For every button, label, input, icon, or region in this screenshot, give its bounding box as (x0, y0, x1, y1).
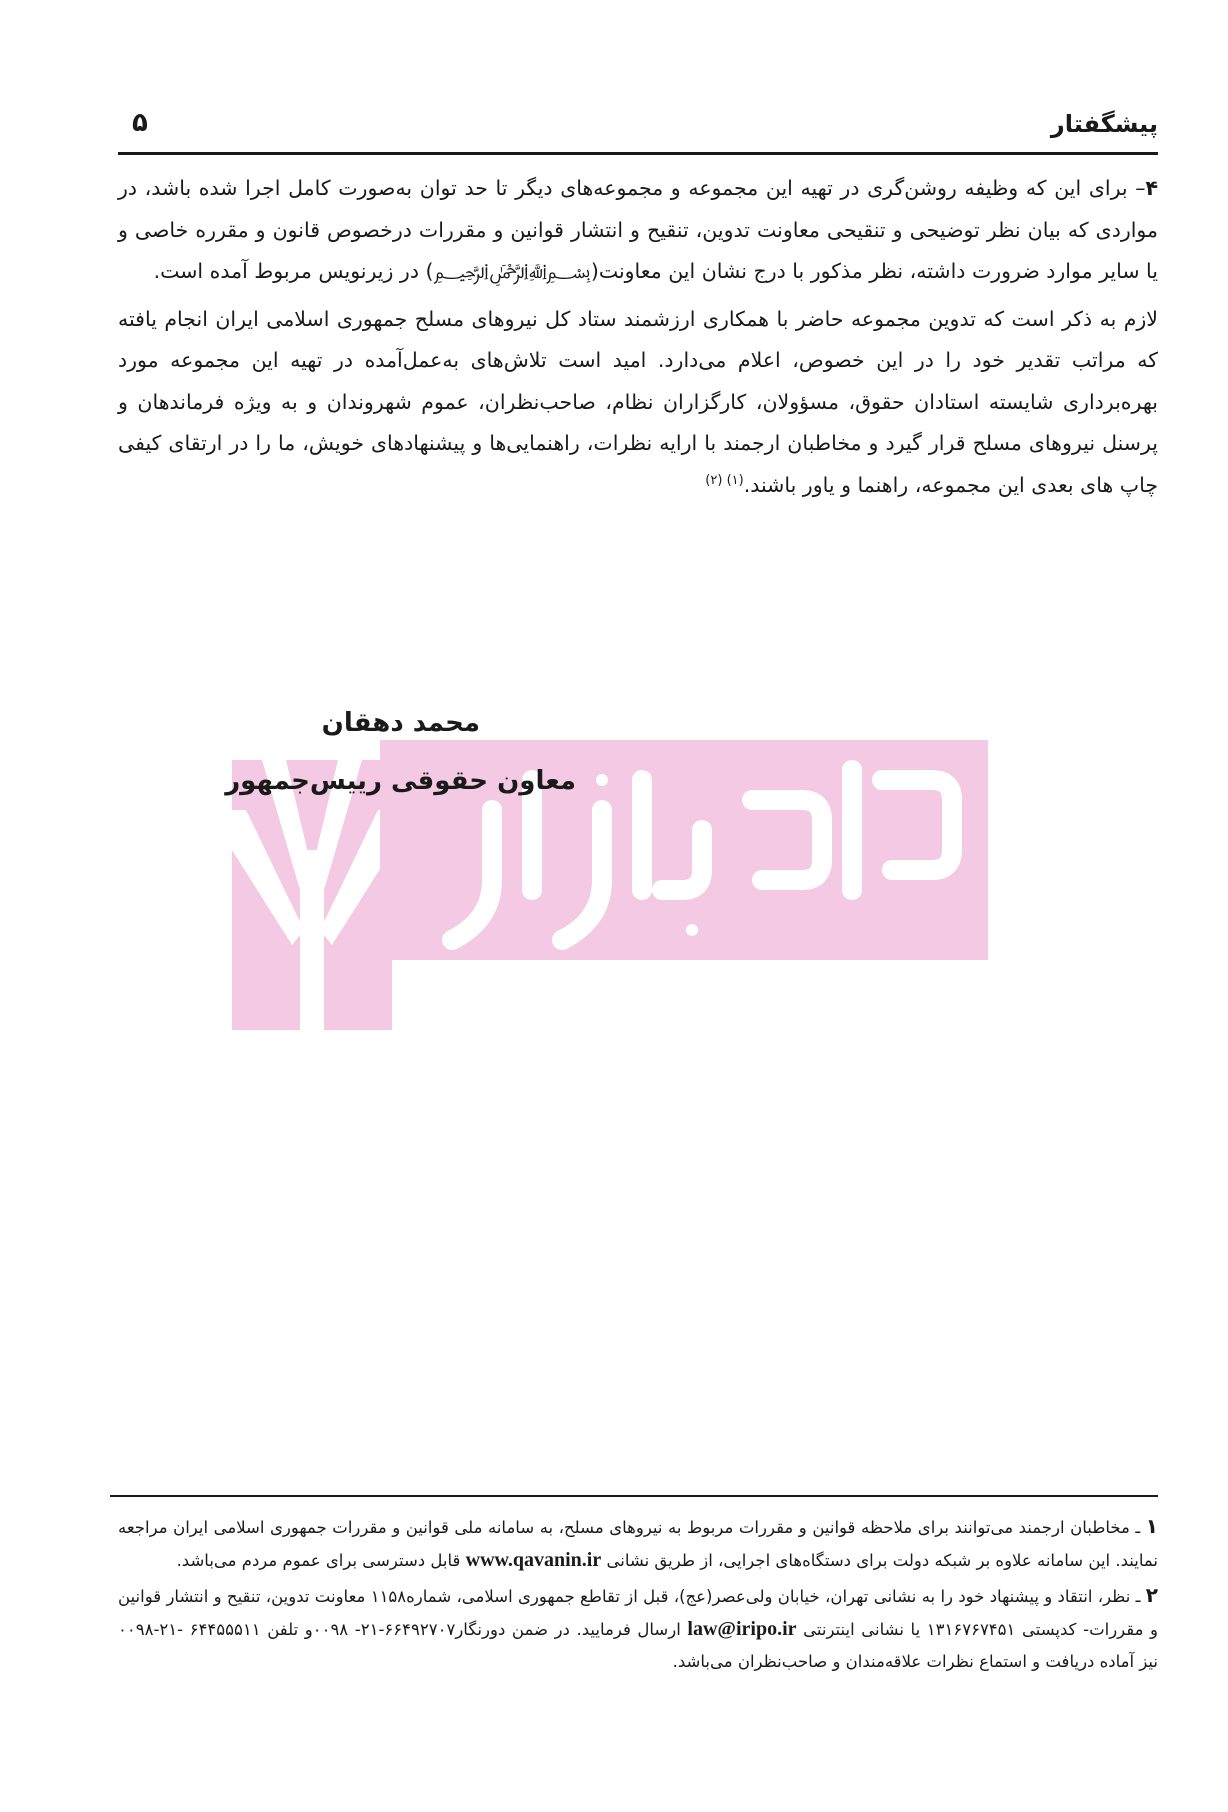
page-number: ۵ (132, 108, 148, 138)
paragraph-acknowledgement (118, 299, 1158, 507)
paragraph-4-text: – برای این که وظیفه روشن‌گری در تهیه این مجموعه و مجموعه‌های دیگر تا حد توان به‌صورت کامل اجرا شده باشد، در مواردی که بیان نظر توضیحی و تنقیحی معاونت تدوین، تنقیح و انتشار قوانین و مقررات درخصوص قانون و مقرره خاصی و یا سایر موارد ضرورت داشته، نظر مذکور با درج نشان این معاونت(﷽) در زیرنویس مربوط آمده است. (118, 176, 1158, 283)
footnote-number: ۱ (1145, 1514, 1158, 1538)
body-text (118, 168, 1158, 512)
paragraph-acknowledgement-text: لازم به ذکر است که تدوین مجموعه حاضر با همکاری ارزشمند ستاد کل نیروهای مسلح جمهوری اسلامی ایران انجام یافته که مراتب تقدیر خود را در این خصوص، اعلام می‌دارد. امید است تلاش‌های به‌عمل‌آمده در تهیه این مجموعه مورد بهره‌برداری شایسته استادان حقوق، مسؤولان، کارگزاران نظام، صاحب‌نظران، عموم شهروندان و به ویژه فرماندهان و پرسنل نیروهای مسلح قرار گیرد و مخاطبان ارجمند با ارایه نظرات، راهنمایی‌ها و پیشنهادهای خویش، ما را در ارتقای کیفی چاپ های بعدی این مجموعه، راهنما و یاور باشند. (118, 306, 1158, 497)
signatory-role: معاون حقوقی رییس‌جمهور (225, 766, 576, 796)
paragraph-4 (118, 168, 1158, 293)
paragraph-number: ۴ (1145, 176, 1158, 200)
footnote-1 (118, 1510, 1158, 1577)
footnote-text: قابل دسترسی برای عموم مردم می‌باشد. (176, 1551, 466, 1570)
footnote-number: ۲ (1145, 1583, 1158, 1607)
footnotes (118, 1510, 1158, 1680)
footnote-2 (118, 1579, 1158, 1678)
footnote-text: ارسال فرمایید. در ضمن دورنگار۶۶۴۹۲۷۰۷-۲۱- ۰۰۹۸و تلفن ۶۴۴۵۵۵۱۱ -۲۱-۰۰۹۸ نیز آماده دریافت و استماع نظرات علاقه‌مندان و صاحب‌نظران می‌باشد. (118, 1620, 1158, 1671)
email-link[interactable]: law@iripo.ir (687, 1618, 797, 1640)
section-title: پیشگفتار (1050, 110, 1158, 138)
footnote-refs: (۱) (۲) (705, 472, 744, 488)
page-header (118, 108, 1158, 155)
website-link[interactable]: www.qavanin.ir (465, 1549, 602, 1571)
footnote-text: ـ نظر، انتقاد و پیشنهاد خود را به نشانی تهران، خیابان ولی‌عصر(عج)، قبل از تقاطع جمهوری اسلامی، شماره۱۱۵۸ معاونت تدوین، تنقیح و انتشار قوانین و مقررات- کدپستی ۱۳۱۶۷۶۷۴۵۱ یا نشانی اینترنتی (118, 1587, 1159, 1639)
footnote-divider (110, 1495, 1158, 1497)
footnote-text: ـ مخاطبان ارجمند می‌توانند برای ملاحظه قوانین و مقررات مربوط به نیروهای مسلح، به سامانه ملی قوانین و مقررات جمهوری اسلامی ایران مراجعه نمایند. این سامانه علاوه بر شبکه دولت برای دستگاه‌های اجرایی، از طریق نشانی (118, 1518, 1158, 1570)
signatory-name: محمد دهقان (321, 708, 480, 738)
